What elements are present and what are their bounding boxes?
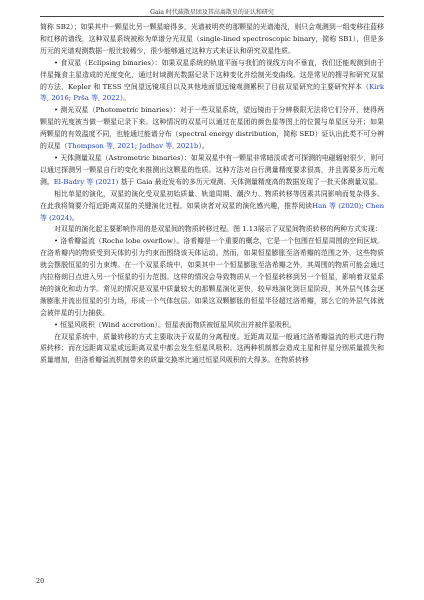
paragraph-wind-accretion: • 恒星风吸积（Wind accretion）。恒星表面物质被恒星风吹出并被伴星吸积。 xyxy=(54,320,296,329)
text-run: ）。 xyxy=(198,142,209,151)
text-run: 相比单星的演化，双星的演化受双星初始质量、轨道周期、潮汐力、物质转移等因素共同影响而复杂得多。在此我将简要介绍近距离双星的关键演化过程。如果读者对双星的演化感兴趣，推荐阅读 xyxy=(40,189,384,210)
citation-link[interactable]: El-Badry 等 (2021) xyxy=(53,177,119,186)
paragraph-astrometric-binaries xyxy=(40,153,384,189)
citation-link[interactable]: Kirk 等, 2016; Prša 等, 2022 xyxy=(40,82,384,103)
text-run: 基于 Gaia 最近发布的多历元观测、天体测量精度高的数据发现了一批天体测量双星。 xyxy=(118,177,382,186)
paragraph-eclipsing-binaries xyxy=(40,58,384,106)
citation-link[interactable]: Chen 等 (2024) xyxy=(40,201,385,222)
citation-link[interactable]: Thompson 等, 2021; Jadhav 等, 2021b xyxy=(67,142,199,151)
text-run: • 食双星（Eclipsing binaries）：如果双星系统的轨道平面与我们的视线方向不垂直，我们还能观测到由于伴星掩食主星造成的光度变化，通过时域测光数据记录下这种变化并绘制光变曲线。这是常见的搜寻和研究双星的方法，Kepler 和 TESS 空间望远镜项目以及其他地面望远镜观测累积了目前双星研究的主要研究样本（ xyxy=(40,58,384,91)
text-run: ; xyxy=(361,201,366,210)
text-run: • 天体测量双星（Astrometric binaries）：如果双星中有一颗星非常暗淡或者可探测的电磁辐射很少，则可以通过探测另一颗星自行的变化来推测出这颗星的性质。这种方法对自行测量精度要求很高，并且需要多历元观测。 xyxy=(40,153,384,186)
paragraph-photometric-binaries xyxy=(40,105,384,153)
paragraph-roche-lobe-overflow: • 洛希瓣溢流（Roche lobe overflow）。洛希瓣是一个重要的概念，它是一个包围在恒星周围的空间区域。在洛希瓣内的物质受到天体的引力约束而围绕该天体运动。然而，如果恒星膨胀至洛希瓣的范围之外，这些物质就会摆脱恒星的引力束缚。在一个双星系统中，如果其中一个恒星膨胀至洛希瓣之外，其周围的物质可能会通过内拉格朗日点进入另一个恒星的引力范围。这样的情况会导致物质从一个恒星转移到另一个恒星，影响着双星系统的演化和动力学。常见的情况是双星中质量较大的那颗星演化更快，较早地演化到巨星阶段，其外层气体会逐渐膨胀并流出恒星的引力场，形成一个气体包层。如果这双颗膨胀的恒星半径超过洛希瓣，那么它的外层气体就会被伴星的引力捕获。 xyxy=(40,237,384,317)
page-body xyxy=(40,22,384,367)
paragraph-mass-transfer-intro: 对双星的演化起主要影响作用的是双星间的物质转移过程。图 1.13展示了双星间物质转移的两种方式实现： xyxy=(54,225,382,234)
citation-link[interactable]: Han 等 (2020) xyxy=(312,201,362,210)
paragraph-sb1: 简称 SB2）；如果其中一颗星比另一颗星暗得多，光谱被明亮的那颗星的光谱淹没，则只会观测到一组变移往蓝移和红移的谱线，这种双星系统被称为单谱分光双星（single-lined spectroscopic binary，简称 SB1），但是多历元的光谱观测数据一般比较稀少，很少能够通过这种方式来证认和研究双星性质。 xyxy=(40,23,384,55)
page-number: 20 xyxy=(36,577,45,585)
header-rule xyxy=(40,16,384,17)
text-run: 。 xyxy=(72,213,79,222)
text-run: • 测光双星（Photometric binaries）：对于一些双星系统，望远镜由于分辨极限无法将它们分开，使得两颗星的光度被当做一颗星记录下来。这种情况的双星可以通过在星团的颜色星等图上的位置与单星区分开；如果两颗星的有效温度不同，也能通过能谱分布（spectral energy distribution，简称 SED）证认出此类不可分辨的双星（ xyxy=(40,106,384,151)
paragraph-transfer-modes: 在双星系统中，质量转移的方式主要取决于双星的分离程度。近距离双星一般通过洛希瓣溢流的形式进行物质转移；而在远距离双星或远距离双星中都会发生恒星风吸积。这两种机制都会造成主星和伴星分别质量损失和质量增加，但洛希瓣溢流机制带来的质量交换率比通过恒星风吸积的大得多。在物质转移 xyxy=(40,332,384,365)
running-title: Gaia 时代疏散星团及其高离散星的证认和研究 xyxy=(150,9,274,16)
text-run: ）。 xyxy=(119,94,131,103)
paragraph-binary-evolution xyxy=(40,189,384,225)
